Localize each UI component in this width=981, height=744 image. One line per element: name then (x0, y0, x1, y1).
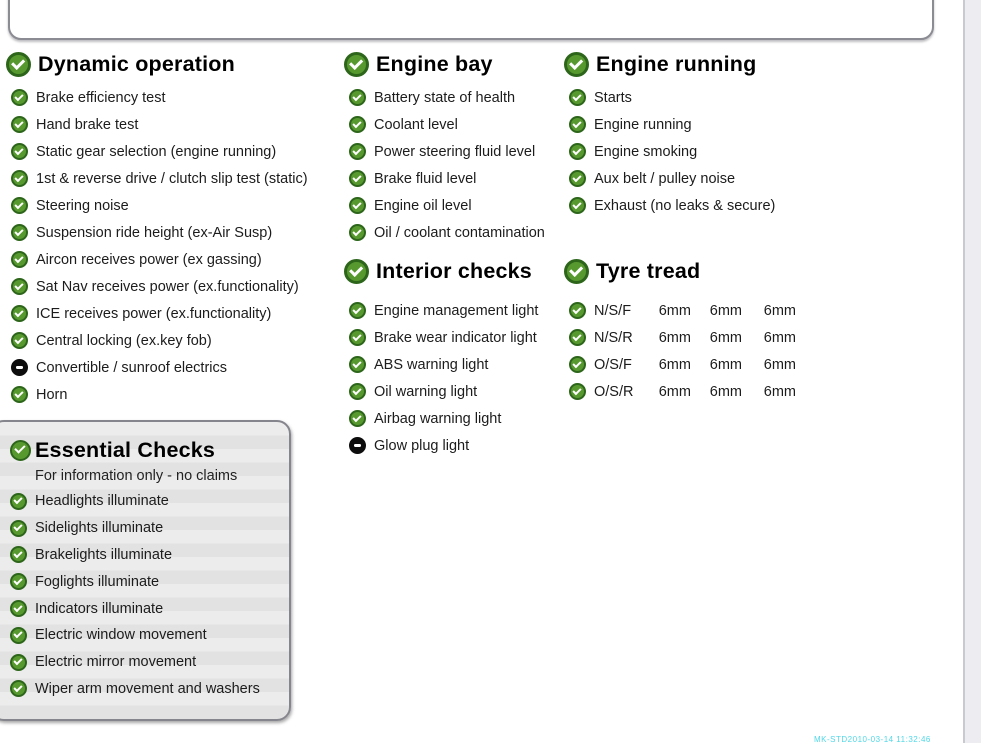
status-check-icon (11, 170, 28, 187)
check-item-label: Electric mirror movement (35, 654, 197, 671)
section-header-engine-running (564, 46, 796, 82)
check-item (6, 273, 340, 300)
section-title: Engine running (596, 51, 757, 76)
check-item-label: Static gear selection (engine running) (36, 143, 277, 160)
tyre-tread-list (564, 297, 796, 405)
check-item-label: Central locking (ex.key fob) (36, 332, 212, 349)
check-item-label: Sidelights illuminate (35, 520, 164, 537)
page-edge-strip (963, 0, 981, 743)
section-header-tyre-tread (564, 253, 796, 289)
check-item (10, 622, 289, 649)
check-item-label: Aircon receives power (ex gassing) (36, 251, 262, 268)
tyre-position-label: N/S/R (594, 329, 633, 346)
check-item (6, 219, 340, 246)
status-check-icon (349, 410, 366, 427)
check-item (10, 542, 289, 569)
status-check-icon (569, 143, 586, 160)
check-item-label: Glow plug light (374, 437, 470, 454)
check-item-label: Suspension ride height (ex-Air Susp) (36, 224, 273, 241)
check-item-label: Brakelights illuminate (35, 546, 173, 563)
tread-depth-value: 6mm (658, 383, 691, 400)
check-item (344, 219, 560, 246)
column-right (564, 46, 796, 405)
status-check-icon (11, 251, 28, 268)
tread-depth-value: 6mm (658, 329, 691, 346)
essential-checks-list (10, 488, 289, 702)
status-check-icon (349, 197, 366, 214)
tyre-row (564, 351, 796, 378)
previous-section-card (8, 0, 934, 40)
check-item (344, 297, 560, 324)
status-check-icon (10, 520, 27, 537)
tyre-row (564, 297, 796, 324)
column-left (6, 46, 340, 408)
check-item-label: Oil warning light (374, 383, 478, 400)
status-check-icon (11, 305, 28, 322)
status-check-icon (10, 493, 27, 510)
section-title: Dynamic operation (38, 51, 235, 76)
status-check-icon (569, 89, 586, 106)
check-item-label: Engine running (594, 116, 692, 133)
check-item-label: Horn (36, 386, 68, 403)
status-check-icon (10, 627, 27, 644)
check-item-label: Power steering fluid level (374, 143, 536, 160)
check-item (6, 192, 340, 219)
check-item (6, 138, 340, 165)
tread-depth-value: 6mm (658, 356, 691, 373)
check-item-label: Engine management light (374, 302, 539, 319)
tread-depth-value: 6mm (709, 329, 742, 346)
dynamic-operation-list (6, 84, 340, 408)
check-item-label: Wiper arm movement and washers (35, 680, 260, 697)
column-middle (344, 46, 560, 459)
check-item-label: Engine oil level (374, 197, 472, 214)
check-item-label: Indicators illuminate (35, 600, 164, 617)
check-item (10, 649, 289, 676)
status-check-icon (569, 197, 586, 214)
check-item-label: ICE receives power (ex.functionality) (36, 305, 272, 322)
check-item-label: Battery state of health (374, 89, 516, 106)
status-check-icon (349, 143, 366, 160)
check-item-label: Coolant level (374, 116, 458, 133)
check-item (344, 351, 560, 378)
status-check-icon (11, 386, 28, 403)
status-check-icon (349, 89, 366, 106)
tyre-row (564, 378, 796, 405)
tread-depth-value: 6mm (709, 383, 742, 400)
status-check-icon (349, 170, 366, 187)
check-item (344, 432, 560, 459)
check-item (6, 165, 340, 192)
tread-depth-value: 6mm (763, 329, 797, 346)
check-item-label: Exhaust (no leaks & secure) (594, 197, 776, 214)
check-item (6, 327, 340, 354)
status-check-icon (11, 332, 28, 349)
status-check-icon (11, 224, 28, 241)
section-header-engine-bay (344, 46, 560, 82)
check-item (344, 192, 560, 219)
check-item (564, 192, 796, 219)
status-check-icon (569, 329, 586, 346)
status-check-icon (10, 654, 27, 671)
status-check-icon (569, 302, 586, 319)
check-item (344, 405, 560, 432)
check-item-label: Brake wear indicator light (374, 329, 537, 346)
check-icon (344, 52, 369, 77)
check-item-label: Starts (594, 89, 632, 106)
check-item (564, 111, 796, 138)
check-item (10, 595, 289, 622)
check-icon (10, 440, 31, 461)
essential-checks-card (0, 420, 291, 721)
status-check-icon (349, 329, 366, 346)
section-title: Tyre tread (596, 258, 701, 283)
check-item (6, 111, 340, 138)
check-icon (564, 52, 589, 77)
check-item-label: Steering noise (36, 197, 129, 214)
check-item-label: Headlights illuminate (35, 493, 169, 510)
check-item (6, 246, 340, 273)
tread-depth-value: 6mm (658, 302, 691, 319)
check-item-label: Foglights illuminate (35, 573, 160, 590)
check-item-label: 1st & reverse drive / clutch slip test (static) (36, 170, 308, 187)
engine-bay-list (344, 84, 560, 246)
status-check-icon (11, 89, 28, 106)
check-item (344, 84, 560, 111)
status-check-icon (10, 680, 27, 697)
tyre-position-label: O/S/R (594, 383, 634, 400)
essential-checks-note: For information only - no claims (35, 468, 238, 484)
status-check-icon (349, 437, 366, 454)
section-header-interior-checks (344, 253, 560, 289)
timestamp-watermark: MK-STD2010-03-14 11:32:46 (814, 735, 931, 744)
engine-running-list (564, 84, 796, 219)
tread-depth-value: 6mm (709, 356, 742, 373)
check-item-label: Airbag warning light (374, 410, 502, 427)
check-item (564, 138, 796, 165)
check-icon (344, 259, 369, 284)
status-check-icon (11, 278, 28, 295)
status-check-icon (349, 116, 366, 133)
check-item (10, 676, 289, 703)
check-item (344, 165, 560, 192)
check-item-label: Electric window movement (35, 627, 207, 644)
check-item-label: ABS warning light (374, 356, 489, 373)
section-title: Engine bay (376, 51, 493, 76)
status-check-icon (569, 356, 586, 373)
check-item (6, 381, 340, 408)
check-item (344, 324, 560, 351)
tread-depth-value: 6mm (763, 383, 797, 400)
check-item (10, 568, 289, 595)
tyre-position-label: N/S/F (594, 302, 632, 319)
tread-depth-value: 6mm (763, 356, 797, 373)
status-check-icon (569, 383, 586, 400)
status-check-icon (569, 116, 586, 133)
check-item (10, 488, 289, 515)
check-item-label: Hand brake test (36, 116, 139, 133)
check-item-label: Oil / coolant contamination (374, 224, 545, 241)
check-icon (6, 52, 31, 77)
section-header-essential-checks (10, 434, 289, 466)
check-item (6, 354, 340, 381)
status-check-icon (10, 600, 27, 617)
check-item (6, 84, 340, 111)
check-item (344, 138, 560, 165)
status-check-icon (349, 356, 366, 373)
check-item-label: Brake efficiency test (36, 89, 166, 106)
interior-checks-list (344, 297, 560, 459)
status-check-icon (349, 302, 366, 319)
check-item-label: Engine smoking (594, 143, 698, 160)
section-title: Essential Checks (35, 437, 216, 462)
status-check-icon (10, 546, 27, 563)
status-check-icon (11, 116, 28, 133)
status-check-icon (349, 383, 366, 400)
tread-depth-value: 6mm (709, 302, 742, 319)
section-title: Interior checks (376, 258, 532, 283)
check-item (6, 300, 340, 327)
check-item-label: Aux belt / pulley noise (594, 170, 736, 187)
check-item (344, 378, 560, 405)
check-item-label: Sat Nav receives power (ex.functionality) (36, 278, 299, 295)
check-item (564, 165, 796, 192)
check-icon (564, 259, 589, 284)
section-header-dynamic-operation (6, 46, 340, 82)
status-check-icon (11, 143, 28, 160)
status-check-icon (11, 359, 28, 376)
tyre-position-label: O/S/F (594, 356, 632, 373)
check-item-label: Convertible / sunroof electrics (36, 359, 227, 376)
tyre-row (564, 324, 796, 351)
status-check-icon (569, 170, 586, 187)
status-check-icon (11, 197, 28, 214)
status-check-icon (349, 224, 366, 241)
check-item (344, 111, 560, 138)
check-item-label: Brake fluid level (374, 170, 477, 187)
check-item (10, 515, 289, 542)
tread-depth-value: 6mm (763, 302, 797, 319)
check-item (564, 84, 796, 111)
status-check-icon (10, 573, 27, 590)
